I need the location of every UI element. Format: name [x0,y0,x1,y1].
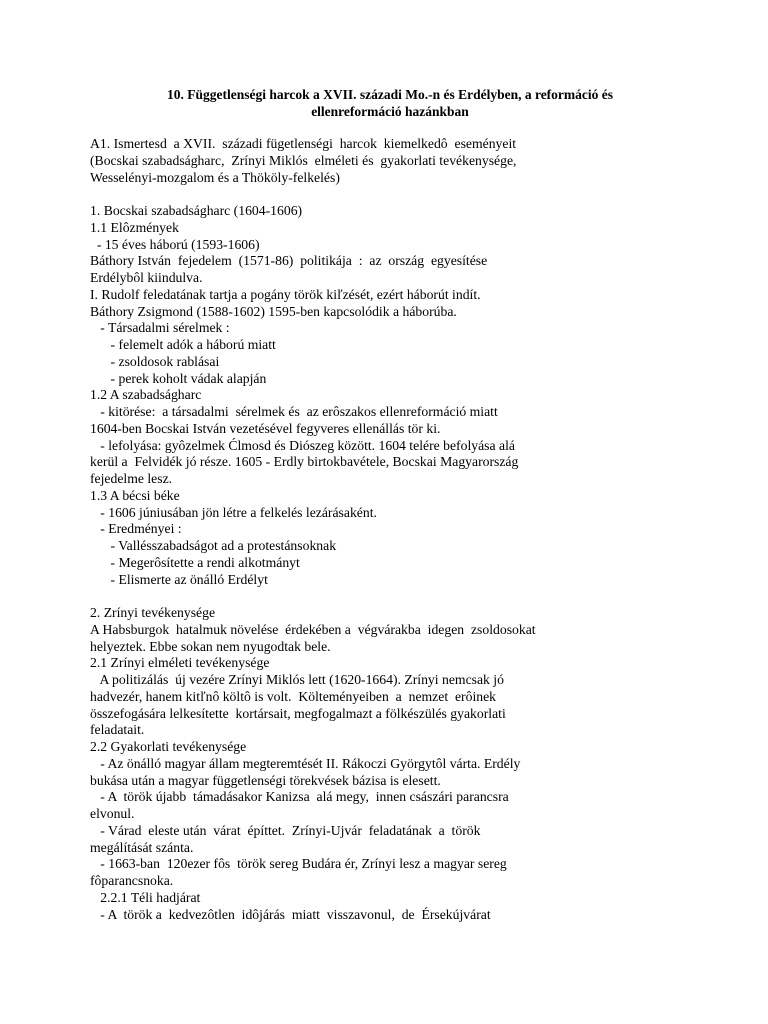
text-line: Erdélybôl kiindulva. [90,270,203,285]
list-item: - lefolyása: gyôzelmek Ćlmosd és Diószeg között. 1604 telére befolyása alá [90,437,515,453]
list-item: - felemelt adók a háború miatt [90,337,276,352]
list-item: - Vallésszabadságot ad a protestánsoknak [90,538,337,553]
list-item: - Megerôsítette a rendi alkotmányt [90,554,300,570]
text-line: fejedelme lesz. [90,471,173,486]
subsection-heading: 2.1 Zrínyi elméleti tevékenysége [90,655,270,671]
text-line: I. Rudolf feledatának tartja a pogány török kiľzését, ezért háborút indít. [90,286,481,302]
title-line: 10. Függetlenségi harcok a XVII. századi Mo.-n és Erdélyben, a reformáció és [166,87,614,102]
section-bocskai [90,203,690,588]
text-line: A Habsburgok hatalmuk növelése érdekében a végvárakba idegen zsoldosokat [90,621,536,637]
subsection-heading: 2.2 Gyakorlati tevékenysége [90,739,247,754]
section-zrinyi [90,605,690,923]
text-line: kerül a Felvidék jó része. 1605 - Erdly birtokbavétele, Bocskai Magyarország [90,454,519,470]
list-item: - Az önálló magyar állam megteremtését II. Rákoczi Györgytôl várta. Erdély [90,755,521,771]
text-line: fôparancsnoka. [90,873,174,888]
subsection-heading: 1.3 A bécsi béke [90,487,180,503]
title-line: ellenreformáció hazánkban [311,104,469,119]
list-item: - Elismerte az önálló Erdélyt [90,571,268,587]
text-line: (Bocskai szabadságharc, Zrínyi Miklós elméleti és gyakorlati tevékenysége, [90,152,517,168]
list-item: - kitörése: a társadalmi sérelmek és az erôszakos ellenreformáció miatt [90,404,498,419]
paragraph-gap [90,186,690,203]
document-title [90,86,690,120]
text-line: bukása után a magyar függetlenségi törekvések bázisa is elesett. [90,772,441,788]
section-heading: 2. Zrínyi tevékenysége [90,605,216,620]
text-line: A1. Ismertesd a XVII. századi fügetlenségi harcok kiemelkedô eseményeit [90,136,517,151]
list-item: - Eredményei : [90,521,182,537]
document-page [90,86,690,923]
list-item: - Társadalmi sérelmek : [90,320,230,336]
text-line: megálítását szánta. [90,839,194,855]
text-line: feladatait. [90,722,145,738]
section-heading: 1. Bocskai szabadságharc (1604-1606) [90,203,303,218]
text-line: Wesselényi-mozgalom és a Thököly-felkelés) [90,169,340,185]
text-line: helyeztek. Ebbe sokan nem nyugodtak bele. [90,638,331,654]
subsection-heading: 1.1 Elôzmények [90,219,179,235]
intro-paragraph [90,136,690,186]
text-line: - 15 éves háború (1593-1606) [90,236,260,252]
text-line: Báthory Zsigmond (1588-1602) 1595-ben kapcsolódik a háborúba. [90,303,457,319]
text-line: összefogására lelkesítette kortársait, megfogalmazt a fölkészülés gyakorlati [90,705,506,721]
subsection-heading: 1.2 A szabadságharc [90,387,202,403]
paragraph-gap [90,588,690,605]
list-item: - perek koholt vádak alapján [90,370,267,386]
list-item: - A török újabb támadásakor Kanizsa alá megy, innen császári parancsra [90,789,509,805]
text-line: hadvezér, hanem kitľnô költô is volt. Költeményeiben a nemzet erôinek [90,688,497,704]
list-item: - zsoldosok rablásai [90,353,220,369]
text-line: 1604-ben Bocskai István vezetésével fegyveres ellenállás tör ki. [90,420,441,436]
text-line: elvonul. [90,806,135,821]
list-item: - A török a kedvezôtlen idôjárás miatt visszavonul, de Érsekújvárat [90,906,491,922]
text-line: A politizálás új vezére Zrínyi Miklós lett (1620-1664). Zrínyi nemcsak jó [90,672,504,687]
list-item: - 1606 júniusában jön létre a felkelés lezárásaként. [90,504,377,520]
list-item: - Várad eleste után várat építtet. Zrínyi-Ujvár feladatának a török [90,822,481,838]
list-item: - 1663-ban 120ezer fôs török sereg Budára ér, Zrínyi lesz a magyar sereg [90,856,507,872]
text-line: Báthory István fejedelem (1571-86) politikája : az ország egyesítése [90,253,488,269]
subsection-heading: 2.2.1 Téli hadjárat [90,889,201,905]
